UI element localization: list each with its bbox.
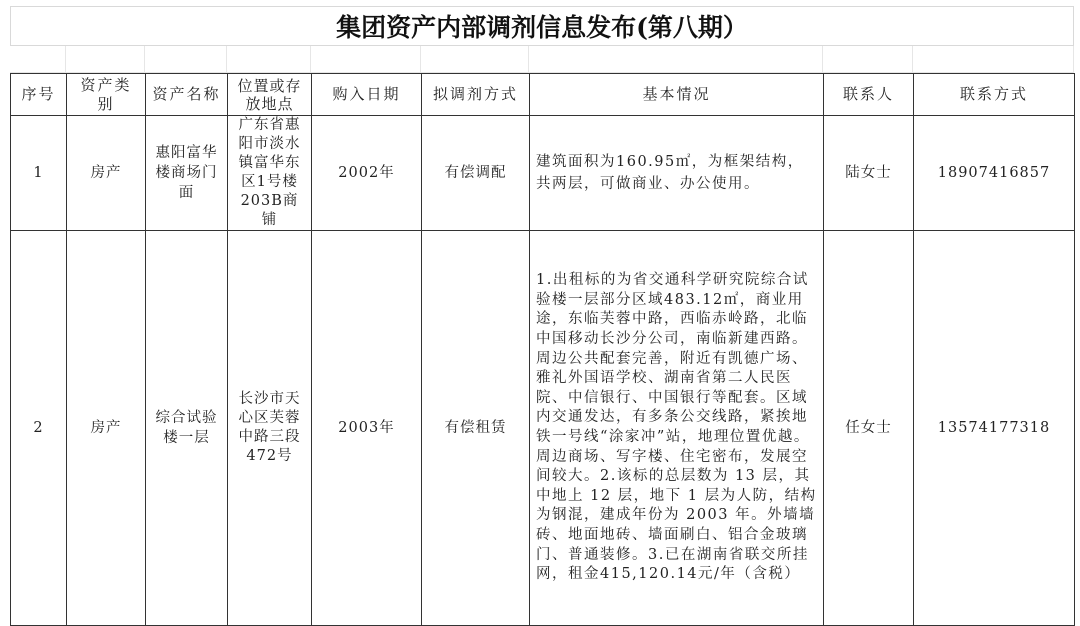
spreadsheet-sheet [10, 6, 1074, 606]
cell-category: 房产 [67, 116, 146, 231]
blank-cell [227, 46, 311, 73]
header-phone: 联系方式 [914, 74, 1075, 116]
header-location: 位置或存放地点 [228, 74, 312, 116]
cell-category: 房产 [67, 231, 146, 626]
table-row [11, 231, 1075, 626]
cell-method: 有偿调配 [422, 116, 530, 231]
blank-cell [145, 46, 227, 73]
header-contact: 联系人 [824, 74, 914, 116]
blank-cell [10, 46, 66, 73]
cell-purchase-date: 2002年 [312, 116, 422, 231]
cell-method: 有偿租赁 [422, 231, 530, 626]
blank-cell [913, 46, 1074, 73]
sheet-title: 集团资产内部调剂信息发布(第八期） [10, 6, 1074, 46]
cell-location: 广东省惠阳市淡水镇富华东区1号楼203B商铺 [228, 116, 312, 231]
cell-location: 长沙市天心区芙蓉中路三段472号 [228, 231, 312, 626]
cell-description: 建筑面积为160.95㎡，为框架结构，共两层，可做商业、办公使用。 [530, 116, 824, 231]
table-row [11, 116, 1075, 231]
header-purchase-date: 购入日期 [312, 74, 422, 116]
cell-description: 1.出租标的为省交通科学研究院综合试验楼一层部分区域483.12㎡，商业用途，东临芙蓉中路，西临赤岭路，北临中国移动长沙分公司，南临新建西路。周边公共配套完善，附近有凯德广场、雅礼外国语学校、湖南省第二人民医院、中信银行、中国银行等配套。区域内交通发达，有多条公交线路，紧挨地铁一号线“涂家冲”站，地理位置优越。周边商场、写字楼、住宅密布，发展空间较大。2.该标的总层数为 13 层，其中地上 12 层，地下 1 层为人防，结构为钢混，建成年份为 2003 年。外墙墙砖、地面地砖、墙面刷白、铝合金玻璃门、普通装修。3.已在湖南省联交所挂网，租金415,120.14元/年（含税） [530, 231, 824, 626]
blank-cell [421, 46, 529, 73]
cell-contact: 任女士 [824, 231, 914, 626]
table-header-row [11, 74, 1075, 116]
cell-name: 惠阳富华楼商场门面 [146, 116, 228, 231]
header-name: 资产名称 [146, 74, 228, 116]
blank-cell [311, 46, 421, 73]
blank-cell [823, 46, 913, 73]
asset-table [10, 73, 1075, 626]
blank-cell [66, 46, 145, 73]
cell-index: 2 [11, 231, 67, 626]
header-description: 基本情况 [530, 74, 824, 116]
blank-spacer-row [10, 46, 1074, 73]
cell-phone: 18907416857 [914, 116, 1075, 231]
cell-phone: 13574177318 [914, 231, 1075, 626]
header-index: 序号 [11, 74, 67, 116]
blank-cell [529, 46, 823, 73]
cell-contact: 陆女士 [824, 116, 914, 231]
cell-index: 1 [11, 116, 67, 231]
header-method: 拟调剂方式 [422, 74, 530, 116]
header-category: 资产类别 [67, 74, 146, 116]
cell-purchase-date: 2003年 [312, 231, 422, 626]
cell-name: 综合试验楼一层 [146, 231, 228, 626]
